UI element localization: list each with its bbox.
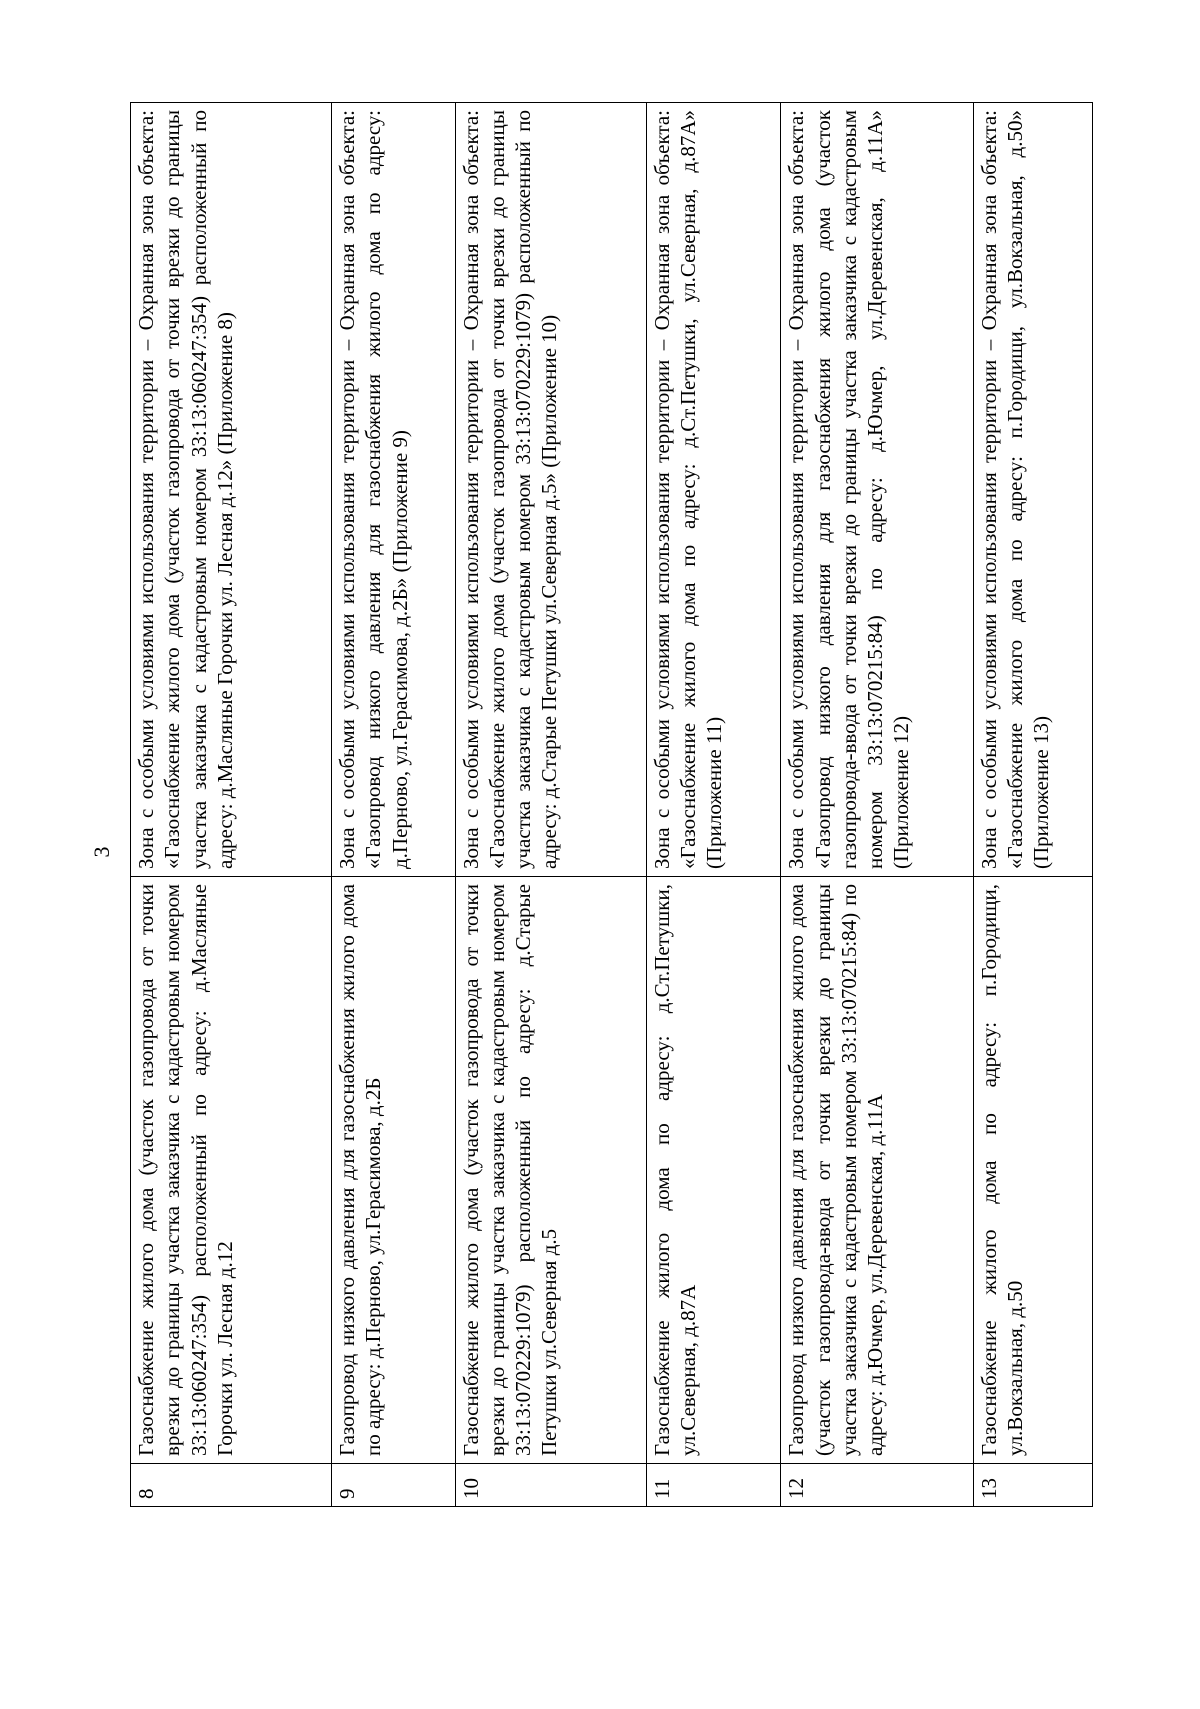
table-row [131,103,332,1507]
object-description: Газоснабжение жилого дома (участок газопровода от точки врезки до границы участка заказчика с кадастровым номером 33:13:070229:1079) расположенный по адресу: д.Старые Петушки ул.Северная д.5 [455,877,646,1464]
table-row [455,103,646,1507]
row-number: 11 [646,1464,781,1507]
table-row [646,103,781,1507]
rotated-table-container [130,102,1093,1507]
row-number: 8 [131,1464,332,1507]
row-number: 10 [455,1464,646,1507]
object-description: Газопровод низкого давления для газоснабжения жилого дома по адресу: д.Перново, ул.Герасимова, д.2Б [332,877,456,1464]
zone-description: Зона с особыми условиями использования территории – Охранная зона объекта: «Газоснабжение жилого дома (участок газопровода от точки врезки до границы участка заказчика с кадастровым номером 33:13:070229:1079) расположенный по адресу: д.Старые Петушки ул.Северная д.5» (Приложение 10) [455,103,646,877]
zone-description: Зона с особыми условиями использования территории – Охранная зона объекта: «Газоснабжение жилого дома по адресу: д.Ст.Петушки, ул.Северная, д.87А» (Приложение 11) [646,103,781,877]
zone-description: Зона с особыми условиями использования территории – Охранная зона объекта: «Газопровод низкого давления для газоснабжения жилого дома (участок газопровода-ввода от точки врезки до границы участка заказчика с кадастровым номером 33:13:070215:84) по адресу: д.Ючмер, ул.Деревенская, д.11А» (Приложение 12) [781,103,973,877]
zone-description: Зона с особыми условиями использования территории – Охранная зона объекта: «Газопровод низкого давления для газоснабжения жилого дома по адресу: д.Перново, ул.Герасимова, д.2Б» (Приложение 9) [332,103,456,877]
table-row [332,103,456,1507]
object-description: Газоснабжение жилого дома по адресу: д.Ст.Петушки, ул.Северная, д.87А [646,877,781,1464]
row-number: 13 [973,1464,1092,1507]
object-description: Газопровод низкого давления для газоснабжения жилого дома (участок газопровода-ввода от точки врезки до границы участка заказчика с кадастровым номером 33:13:070215:84) по адресу: д.Ючмер, ул.Деревенская, д.11А [781,877,973,1464]
zones-table [130,102,1093,1507]
table-row [781,103,973,1507]
table-row [973,103,1092,1507]
row-number: 12 [781,1464,973,1507]
page-number: 3 [89,846,114,858]
row-number: 9 [332,1464,456,1507]
object-description: Газоснабжение жилого дома по адресу: п.Городищи, ул.Вокзальная, д.50 [973,877,1092,1464]
zone-description: Зона с особыми условиями использования территории – Охранная зона объекта: «Газоснабжение жилого дома по адресу: п.Городищи, ул.Вокзальная, д.50» (Приложение 13) [973,103,1092,877]
object-description: Газоснабжение жилого дома (участок газопровода от точки врезки до границы участка заказчика с кадастровым номером 33:13:060247:354) расположенный по адресу: д.Масляные Горочки ул. Лесная д.12 [131,877,332,1464]
zone-description: Зона с особыми условиями использования территории – Охранная зона объекта: «Газоснабжение жилого дома (участок газопровода от точки врезки до границы участка заказчика с кадастровым номером 33:13:060247:354) расположенный по адресу: д.Масляные Горочки ул. Лесная д.12» (Приложение 8) [131,103,332,877]
